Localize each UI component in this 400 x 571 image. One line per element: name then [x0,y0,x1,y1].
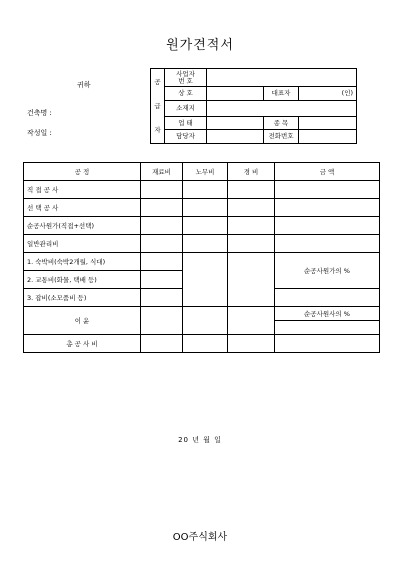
recipient-suffix: 귀하 [77,81,91,89]
manager-value[interactable] [207,130,264,144]
net-cost-pct-cell: 순공사원가의 % [275,253,380,289]
table-row [24,181,380,199]
cell[interactable] [275,217,380,235]
table-row [24,335,380,353]
cell[interactable] [141,335,183,353]
cell[interactable] [141,253,183,271]
supplier-header-char: 공 [154,78,161,86]
date-line: 20 년 월 일 [178,436,222,444]
table-row [24,307,380,321]
cell[interactable] [141,181,183,199]
cost-table [23,162,379,353]
header-material: 재료비 [141,163,183,181]
cell[interactable] [183,199,228,217]
cell[interactable] [141,289,183,307]
supplier-box [150,68,356,144]
cell[interactable] [183,217,228,235]
cell[interactable] [275,181,380,199]
company-name: OO주식회사 [172,532,228,543]
header-labor: 노무비 [183,163,228,181]
cell[interactable] [183,253,228,307]
supplier-vertical-header [151,69,165,144]
supplier-header-char: 급 [154,102,161,110]
company-label: 상 호 [165,87,207,101]
cell[interactable] [141,235,183,253]
cell[interactable] [275,335,380,353]
phone-value[interactable] [299,130,357,144]
table-row [24,199,380,217]
business-item-value[interactable] [299,117,357,130]
phone-label: 전화번호 [264,130,299,144]
date-created-label: 작성일 : [27,129,52,137]
cell[interactable] [275,289,380,307]
cell[interactable] [183,335,228,353]
header-process: 공 정 [24,163,141,181]
cell[interactable] [275,235,380,253]
cell[interactable] [275,199,380,217]
cell[interactable] [141,271,183,289]
reg-no-label: 사업자 번 호 [165,69,207,87]
net-cost-pct-cell-2: 순공사원사의 % [275,307,380,321]
business-type-label: 업 태 [165,117,207,130]
cell[interactable] [228,253,275,307]
table-row [24,235,380,253]
cell[interactable] [141,217,183,235]
manager-label: 담당자 [165,130,207,144]
row-label-direct: 직 접 공 사 [24,181,141,199]
rep-label: 대표자 [264,87,299,101]
cell[interactable] [228,217,275,235]
reg-no-value[interactable] [207,69,357,87]
table-row [24,253,380,271]
row-label-net-cost: 순공사원가(직접+선택) [24,217,141,235]
row-label-lodging: 1. 숙박비(숙박2개월, 식대) [24,253,141,271]
row-label-optional: 선 택 공 사 [24,199,141,217]
company-value[interactable] [207,87,264,101]
cell[interactable] [183,181,228,199]
cell[interactable] [275,321,380,335]
business-type-value[interactable] [207,117,264,130]
row-label-admin: 일반관리비 [24,235,141,253]
building-name-label: 건축명 : [27,109,52,117]
row-label-profit: 이 윤 [24,307,141,335]
cell[interactable] [228,181,275,199]
address-value[interactable] [207,101,357,117]
row-label-total: 총 공 사 비 [24,335,141,353]
business-item-label: 종 목 [264,117,299,130]
address-label: 소재지 [165,101,207,117]
header-expense: 경 비 [228,163,275,181]
row-label-transport: 2. 교통비(화물, 택배 등) [24,271,141,289]
cell[interactable] [141,199,183,217]
document-title: 원가견적서 [166,38,234,53]
cell[interactable] [228,307,275,335]
cell[interactable] [183,235,228,253]
cell[interactable] [228,335,275,353]
supplier-header-char: 자 [154,126,161,134]
cell[interactable] [228,235,275,253]
row-label-equipment: 3. 잡비(소모품비 등) [24,289,141,307]
cell[interactable] [183,307,228,335]
table-row [24,217,380,235]
cell[interactable] [141,307,183,335]
seal-label: (인) [299,87,357,101]
cell[interactable] [228,199,275,217]
table-header-row [24,163,380,181]
header-amount: 금 액 [275,163,380,181]
